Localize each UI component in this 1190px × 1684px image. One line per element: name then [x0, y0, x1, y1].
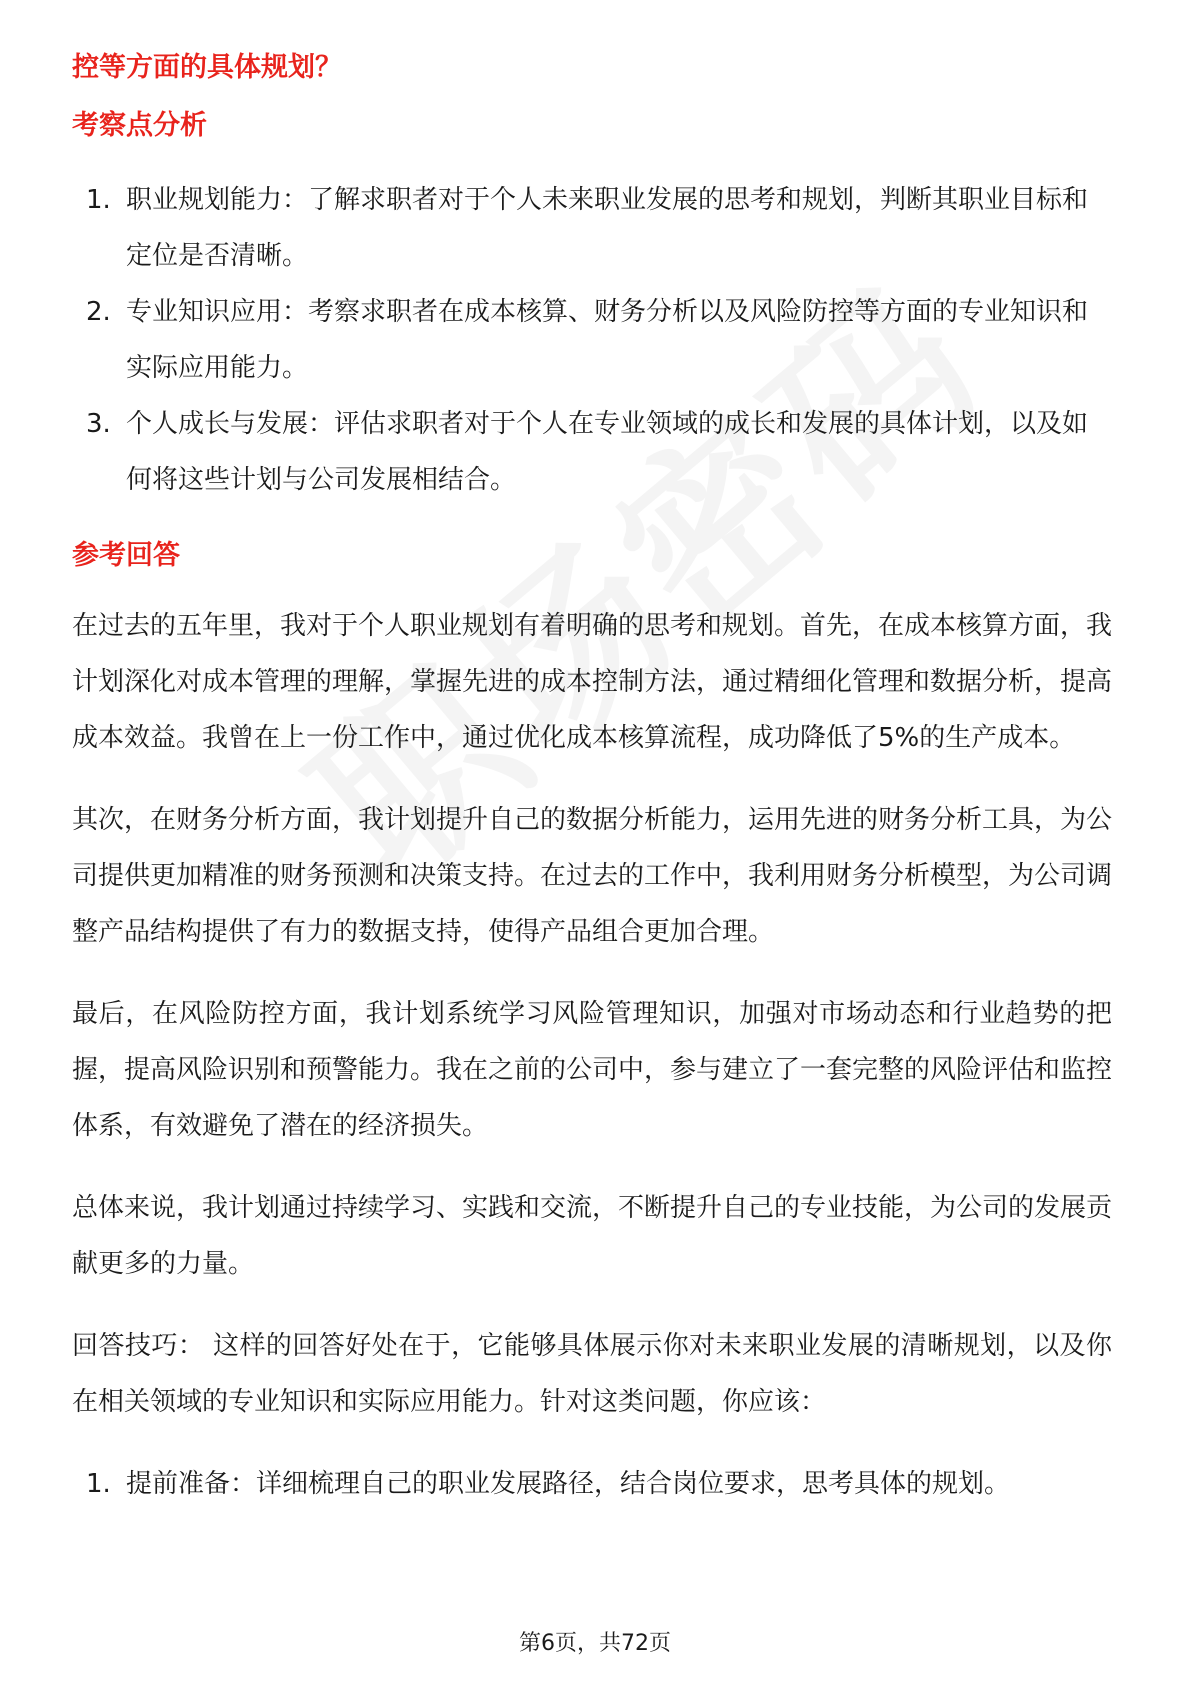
list-item	[72, 396, 1112, 508]
answer-heading: 参考回答	[72, 540, 180, 571]
tips-list	[72, 1456, 1112, 1512]
answer-paragraph: 总体来说，我计划通过持续学习、实践和交流，不断提升自己的专业技能，为公司的发展贡献更多的力量。	[72, 1193, 1113, 1279]
page-content	[72, 44, 1112, 1512]
list-item	[72, 284, 1112, 396]
list-item	[72, 172, 1112, 284]
list-item	[72, 1456, 1112, 1512]
list-number: 3.	[86, 409, 111, 439]
question-heading-continued: 控等方面的具体规划？	[72, 52, 342, 83]
page-number: 第6页，共72页	[519, 1631, 671, 1656]
answer-paragraph: 其次，在财务分析方面，我计划提升自己的数据分析能力，运用先进的财务分析工具，为公司提供更加精准的财务预测和决策支持。在过去的工作中，我利用财务分析模型，为公司调整产品结构提供了有力的数据支持，使得产品组合更加合理。	[72, 805, 1113, 947]
list-text: 提前准备：详细梳理自己的职业发展路径，结合岗位要求，思考具体的规划。	[126, 1469, 1011, 1499]
list-text: 职业规划能力：了解求职者对于个人未来职业发展的思考和规划，判断其职业目标和定位是否清晰。	[126, 185, 1089, 271]
analysis-list	[72, 172, 1112, 508]
list-text: 专业知识应用：考察求职者在成本核算、财务分析以及风险防控等方面的专业知识和实际应用能力。	[126, 297, 1089, 383]
analysis-heading: 考察点分析	[72, 110, 207, 141]
list-number: 1.	[86, 185, 111, 215]
list-number: 1.	[86, 1469, 111, 1499]
page-footer	[0, 1626, 1190, 1657]
list-number: 2.	[86, 297, 111, 327]
answer-paragraph: 在过去的五年里，我对于个人职业规划有着明确的思考和规划。首先，在成本核算方面，我计划深化对成本管理的理解，掌握先进的成本控制方法，通过精细化管理和数据分析，提高成本效益。我曾在上一份工作中，通过优化成本核算流程，成功降低了5%的生产成本。	[72, 611, 1113, 753]
answer-paragraph: 最后，在风险防控方面，我计划系统学习风险管理知识，加强对市场动态和行业趋势的把握，提高风险识别和预警能力。我在之前的公司中，参与建立了一套完整的风险评估和监控体系，有效避免了潜在的经济损失。	[72, 999, 1113, 1141]
list-text: 个人成长与发展：评估求职者对于个人在专业领域的成长和发展的具体计划，以及如何将这些计划与公司发展相结合。	[126, 409, 1089, 495]
answer-tips-intro: 回答技巧： 这样的回答好处在于，它能够具体展示你对未来职业发展的清晰规划，以及你在相关领域的专业知识和实际应用能力。针对这类问题，你应该：	[72, 1331, 1112, 1417]
